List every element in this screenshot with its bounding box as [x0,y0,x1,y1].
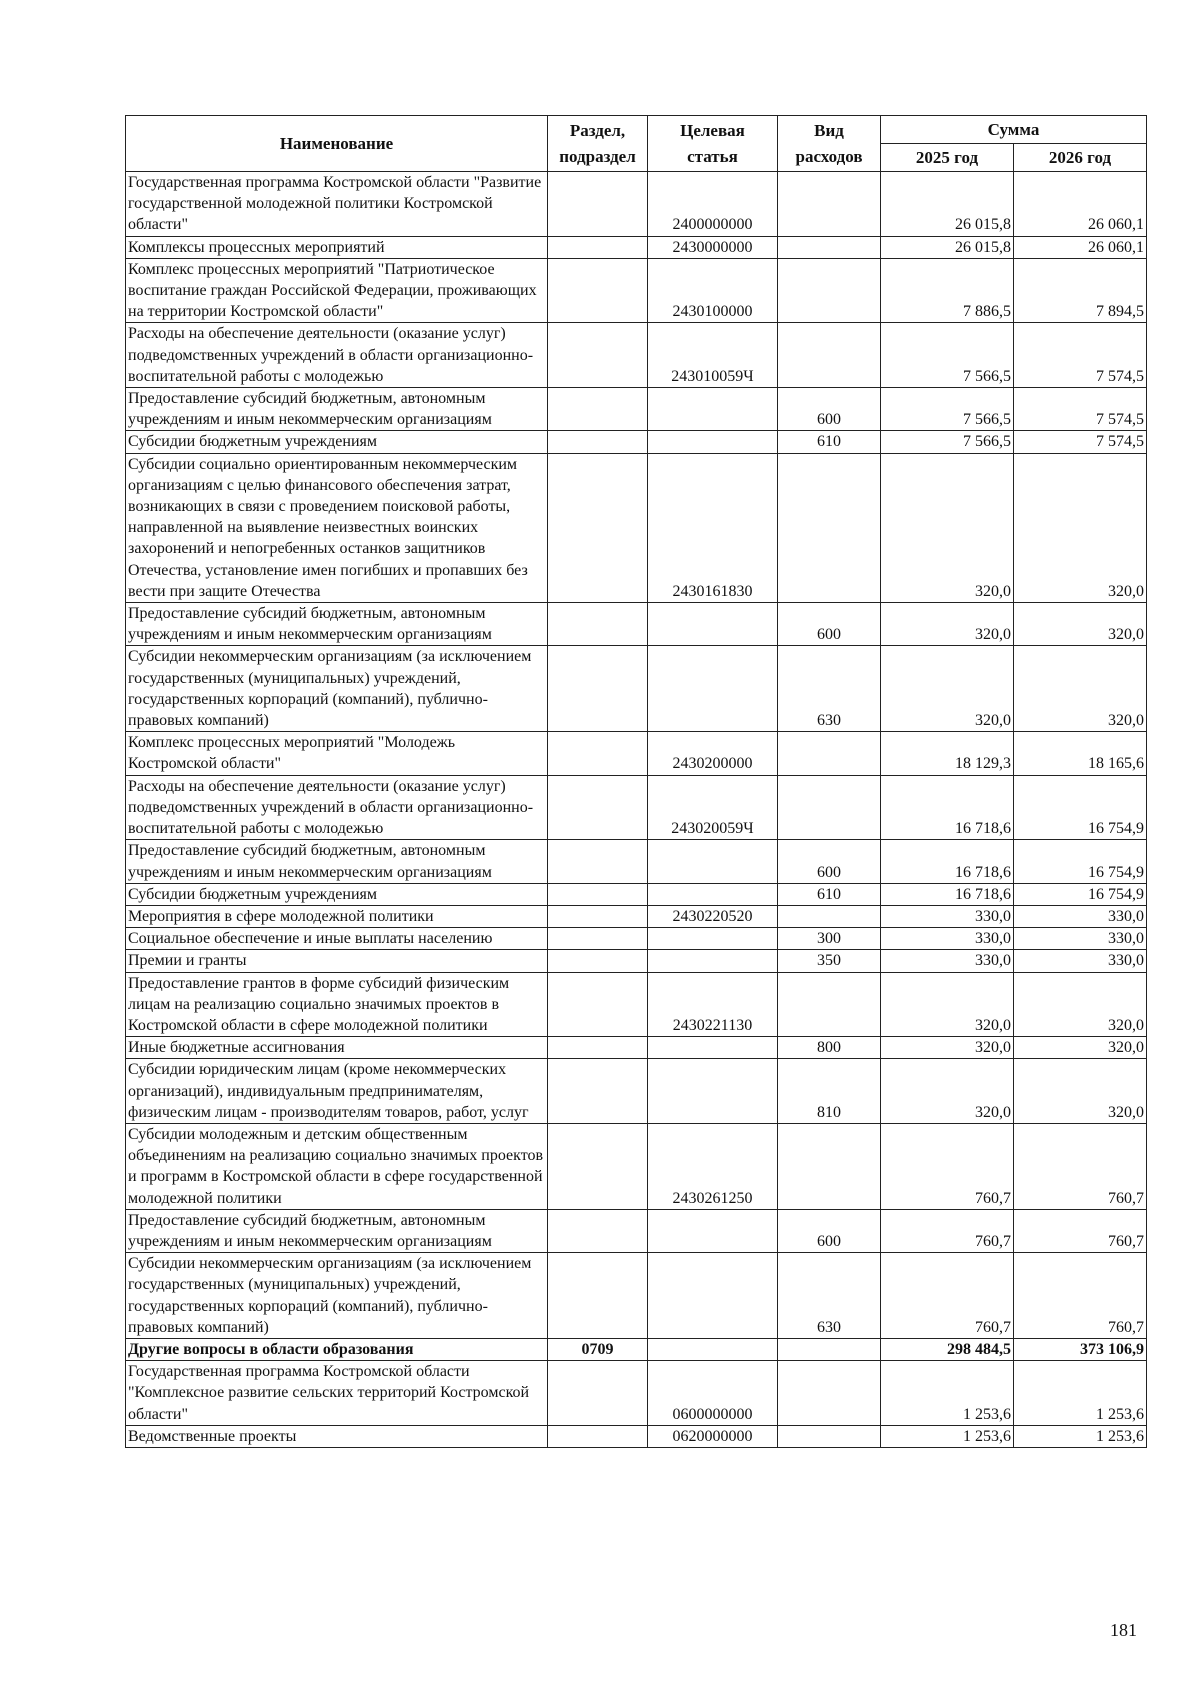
row-target-code [648,431,778,453]
row-target-code [648,1209,778,1252]
budget-table [125,115,1147,1448]
table-row [126,775,1147,840]
row-section [548,972,648,1037]
header-section [548,116,648,172]
row-target-code: 2430100000 [648,258,778,323]
row-name: Иные бюджетные ассигнования [126,1037,548,1059]
row-sum-2025: 7 566,5 [881,323,1014,388]
table-row [126,323,1147,388]
row-target-code: 2430261250 [648,1123,778,1209]
row-expense-type: 350 [778,950,881,972]
header-type [778,116,881,172]
row-sum-2025: 7 886,5 [881,258,1014,323]
row-section [548,172,648,237]
row-section [548,1037,648,1059]
table-row [126,1209,1147,1252]
table-row [126,388,1147,431]
row-sum-2026: 7 574,5 [1014,323,1147,388]
table-row [126,950,1147,972]
row-sum-2025: 760,7 [881,1123,1014,1209]
row-target-code: 2430221130 [648,972,778,1037]
row-section [548,905,648,927]
row-sum-2025: 320,0 [881,1037,1014,1059]
row-sum-2026: 330,0 [1014,905,1147,927]
row-sum-2025: 16 718,6 [881,883,1014,905]
row-sum-2026: 320,0 [1014,453,1147,602]
header-name: Наименование [126,116,548,172]
row-section [548,1059,648,1124]
row-expense-type [778,172,881,237]
row-expense-type [778,1361,881,1426]
row-sum-2025: 320,0 [881,603,1014,646]
table-row [126,732,1147,775]
row-sum-2026: 16 754,9 [1014,840,1147,883]
row-name: Расходы на обеспечение деятельности (оказание услуг) подведомственных учреждений в области организационно-воспитательной работы с молодежью [126,775,548,840]
row-section [548,646,648,732]
row-target-code [648,1037,778,1059]
row-sum-2025: 330,0 [881,905,1014,927]
page-number: 181 [1110,1620,1137,1640]
budget-sheet [125,115,1146,1448]
row-sum-2025: 760,7 [881,1253,1014,1339]
row-section [548,775,648,840]
row-expense-type [778,972,881,1037]
header-target-line1: Целевая [680,120,745,140]
table-row [126,1037,1147,1059]
row-expense-type: 600 [778,1209,881,1252]
row-target-code [648,1338,778,1360]
table-row [126,1425,1147,1447]
row-name: Другие вопросы в области образования [126,1338,548,1360]
row-name: Премии и гранты [126,950,548,972]
row-expense-type: 800 [778,1037,881,1059]
row-name: Субсидии бюджетным учреждениям [126,431,548,453]
row-sum-2026: 16 754,9 [1014,775,1147,840]
row-expense-type [778,905,881,927]
row-sum-2026: 1 253,6 [1014,1425,1147,1447]
row-section [548,1209,648,1252]
row-name: Предоставление субсидий бюджетным, автономным учреждениям и иным некоммерческим организациям [126,840,548,883]
row-sum-2026: 330,0 [1014,950,1147,972]
row-sum-2026: 320,0 [1014,646,1147,732]
row-sum-2026: 320,0 [1014,1037,1147,1059]
table-row [126,905,1147,927]
row-target-code [648,883,778,905]
row-sum-2025: 320,0 [881,1059,1014,1124]
row-name: Комплекс процессных мероприятий "Молодежь Костромской области" [126,732,548,775]
row-target-code: 2430220520 [648,905,778,927]
row-sum-2026: 16 754,9 [1014,883,1147,905]
row-expense-type: 610 [778,883,881,905]
row-sum-2025: 330,0 [881,950,1014,972]
row-expense-type [778,775,881,840]
row-sum-2025: 320,0 [881,972,1014,1037]
row-section [548,388,648,431]
row-target-code: 0620000000 [648,1425,778,1447]
row-expense-type: 600 [778,603,881,646]
table-row [126,972,1147,1037]
row-name: Социальное обеспечение и иные выплаты населению [126,928,548,950]
row-sum-2026: 7 894,5 [1014,258,1147,323]
row-expense-type: 300 [778,928,881,950]
row-section [548,1425,648,1447]
row-target-code [648,388,778,431]
table-row [126,1123,1147,1209]
row-target-code: 243020059Ч [648,775,778,840]
row-expense-type [778,453,881,602]
row-sum-2026: 760,7 [1014,1209,1147,1252]
row-section [548,950,648,972]
row-section [548,258,648,323]
row-target-code: 2430200000 [648,732,778,775]
row-name: Субсидии некоммерческим организациям (за исключением государственных (муниципальных) учреждений, государственных корпораций (компаний), публично-правовых компаний) [126,646,548,732]
header-section-line1: Раздел, [569,120,626,140]
row-target-code: 2430000000 [648,236,778,258]
header-type-line2: расходов [795,146,863,166]
row-name: Государственная программа Костромской области "Комплексное развитие сельских территорий Костромской области" [126,1361,548,1426]
row-sum-2026: 26 060,1 [1014,236,1147,258]
row-sum-2025: 760,7 [881,1209,1014,1252]
row-sum-2026: 320,0 [1014,603,1147,646]
row-name: Комплексы процессных мероприятий [126,236,548,258]
row-target-code [648,1253,778,1339]
row-expense-type [778,1123,881,1209]
header-year-2026: 2026 год [1014,144,1147,172]
table-row [126,172,1147,237]
row-sum-2025: 7 566,5 [881,431,1014,453]
row-sum-2025: 320,0 [881,453,1014,602]
row-sum-2026: 7 574,5 [1014,388,1147,431]
row-sum-2026: 373 106,9 [1014,1338,1147,1360]
row-target-code [648,603,778,646]
row-expense-type [778,1338,881,1360]
header-target-line2: статья [687,146,738,166]
row-sum-2025: 16 718,6 [881,775,1014,840]
table-row [126,603,1147,646]
row-name: Ведомственные проекты [126,1425,548,1447]
header-target [648,116,778,172]
row-sum-2025: 16 718,6 [881,840,1014,883]
row-section [548,1361,648,1426]
table-row [126,1338,1147,1360]
table-row [126,1059,1147,1124]
row-sum-2025: 18 129,3 [881,732,1014,775]
row-section [548,1253,648,1339]
row-sum-2026: 760,7 [1014,1253,1147,1339]
row-sum-2025: 298 484,5 [881,1338,1014,1360]
row-section [548,236,648,258]
row-target-code: 243010059Ч [648,323,778,388]
header-sum: Сумма [881,116,1147,144]
row-section [548,840,648,883]
header-type-line1: Вид [814,120,844,140]
row-section [548,323,648,388]
header-section-line2: подраздел [559,146,636,166]
row-name: Субсидии бюджетным учреждениям [126,883,548,905]
row-sum-2025: 320,0 [881,646,1014,732]
row-name: Предоставление субсидий бюджетным, автономным учреждениям и иным некоммерческим организациям [126,388,548,431]
table-row [126,258,1147,323]
table-row [126,431,1147,453]
row-target-code [648,840,778,883]
row-section: 0709 [548,1338,648,1360]
table-row [126,646,1147,732]
row-sum-2025: 1 253,6 [881,1361,1014,1426]
row-name: Расходы на обеспечение деятельности (оказание услуг) подведомственных учреждений в области организационно-воспитательной работы с молодежью [126,323,548,388]
row-sum-2026: 26 060,1 [1014,172,1147,237]
row-sum-2026: 1 253,6 [1014,1361,1147,1426]
row-target-code [648,1059,778,1124]
table-row [126,883,1147,905]
row-sum-2026: 320,0 [1014,1059,1147,1124]
row-expense-type [778,258,881,323]
table-row [126,1361,1147,1426]
row-sum-2026: 330,0 [1014,928,1147,950]
row-name: Предоставление субсидий бюджетным, автономным учреждениям и иным некоммерческим организациям [126,1209,548,1252]
row-target-code: 2400000000 [648,172,778,237]
row-target-code [648,928,778,950]
row-name: Субсидии молодежным и детским общественным объединениям на реализацию социально значимых проектов и программ в Костромской области в сфере государственной молодежной политики [126,1123,548,1209]
row-section [548,453,648,602]
row-sum-2025: 26 015,8 [881,172,1014,237]
row-section [548,732,648,775]
row-expense-type: 630 [778,646,881,732]
row-sum-2026: 7 574,5 [1014,431,1147,453]
row-sum-2026: 320,0 [1014,972,1147,1037]
row-name: Мероприятия в сфере молодежной политики [126,905,548,927]
row-section [548,603,648,646]
row-expense-type [778,236,881,258]
row-expense-type: 600 [778,388,881,431]
row-target-code: 2430161830 [648,453,778,602]
row-expense-type [778,732,881,775]
row-expense-type: 630 [778,1253,881,1339]
row-name: Комплекс процессных мероприятий "Патриотическое воспитание граждан Российской Федерации, проживающих на территории Костромской области" [126,258,548,323]
row-sum-2026: 760,7 [1014,1123,1147,1209]
row-expense-type: 600 [778,840,881,883]
row-sum-2025: 26 015,8 [881,236,1014,258]
row-target-code [648,950,778,972]
header-year-2025: 2025 год [881,144,1014,172]
table-row [126,928,1147,950]
row-expense-type [778,323,881,388]
row-sum-2025: 330,0 [881,928,1014,950]
row-expense-type: 810 [778,1059,881,1124]
row-section [548,1123,648,1209]
row-name: Государственная программа Костромской области "Развитие государственной молодежной политики Костромской области" [126,172,548,237]
table-row [126,840,1147,883]
row-sum-2026: 18 165,6 [1014,732,1147,775]
row-name: Субсидии некоммерческим организациям (за исключением государственных (муниципальных) учреждений, государственных корпораций (компаний), публично-правовых компаний) [126,1253,548,1339]
row-name: Субсидии юридическим лицам (кроме некоммерческих организаций), индивидуальным предпринимателям, физическим лицам - производителям товаров, работ, услуг [126,1059,548,1124]
row-target-code: 0600000000 [648,1361,778,1426]
row-sum-2025: 1 253,6 [881,1425,1014,1447]
row-expense-type: 610 [778,431,881,453]
table-row [126,1253,1147,1339]
table-row [126,453,1147,602]
row-section [548,883,648,905]
row-name: Предоставление субсидий бюджетным, автономным учреждениям и иным некоммерческим организациям [126,603,548,646]
row-section [548,928,648,950]
table-row [126,236,1147,258]
table-body [126,172,1147,1448]
row-name: Предоставление грантов в форме субсидий физическим лицам на реализацию социально значимых проектов в Костромской области в сфере молодежной политики [126,972,548,1037]
row-expense-type [778,1425,881,1447]
row-name: Субсидии социально ориентированным некоммерческим организациям с целью финансового обеспечения затрат, возникающих в связи с проведением поисковой работы, направленной на выявление неизвестных воинских захоронений и непогребенных останков защитников Отечества, установление имен погибших и пропавших без вести при защите Отечества [126,453,548,602]
row-target-code [648,646,778,732]
row-sum-2025: 7 566,5 [881,388,1014,431]
row-section [548,431,648,453]
